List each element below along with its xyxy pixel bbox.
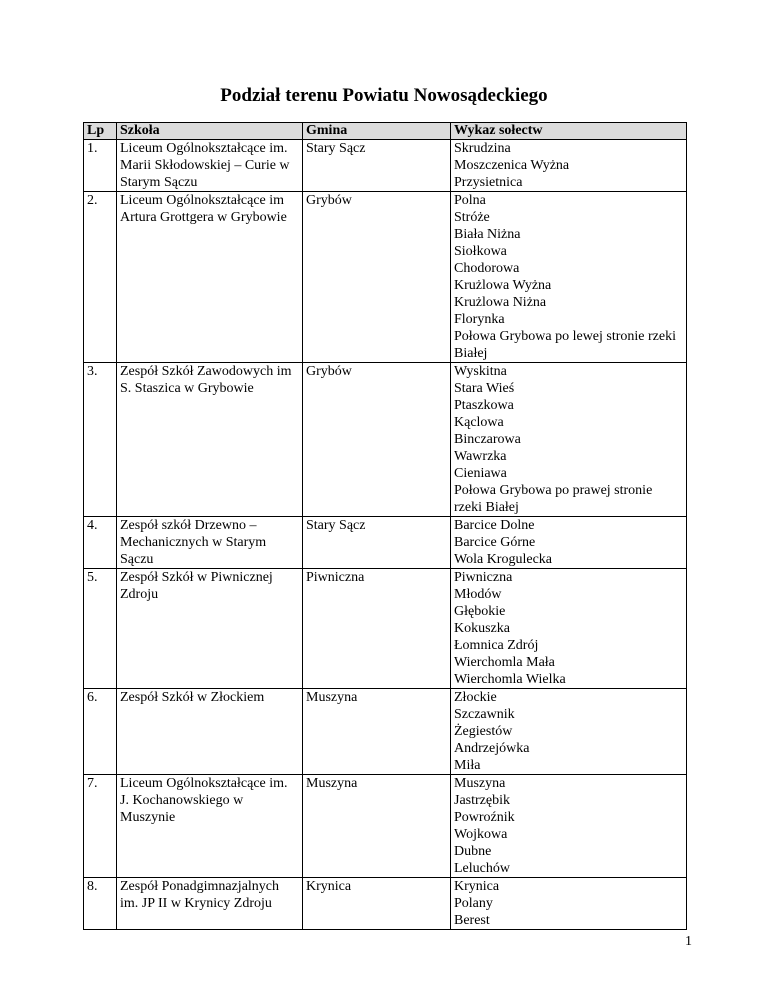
village-item: Przysietnica: [454, 175, 523, 190]
village-item: Barcice Górne: [454, 535, 536, 550]
village-item: Wawrzka: [454, 449, 507, 464]
village-item: Głębokie: [454, 604, 506, 619]
village-list: [451, 140, 687, 192]
header-gmina: Gmina: [303, 123, 451, 140]
village-item: Wojkowa: [454, 827, 508, 842]
row-number: 3.: [84, 363, 117, 517]
row-number: 2.: [84, 192, 117, 363]
gmina-name: Grybów: [303, 363, 451, 517]
village-item: Szczawnik: [454, 707, 515, 722]
row-number: 1.: [84, 140, 117, 192]
page-number: 1: [685, 934, 692, 949]
gmina-name: Muszyna: [303, 689, 451, 775]
village-item: Stróże: [454, 210, 490, 225]
village-list: [451, 878, 687, 930]
header-school: Szkoła: [117, 123, 303, 140]
table-row: [84, 689, 687, 775]
village-item: Dubne: [454, 844, 492, 859]
school-name: Zespół Ponadgimnazjalnych im. JP II w Krynicy Zdroju: [117, 878, 303, 930]
village-item: Leluchów: [454, 861, 510, 876]
gmina-name: Piwniczna: [303, 569, 451, 689]
gmina-name: Grybów: [303, 192, 451, 363]
village-item: Barcice Dolne: [454, 518, 535, 533]
village-item: Powroźnik: [454, 810, 515, 825]
village-item: Złockie: [454, 690, 497, 705]
table-row: [84, 878, 687, 930]
village-item: Jastrzębik: [454, 793, 510, 808]
village-item: Chodorowa: [454, 261, 520, 276]
village-item: Połowa Grybowa po lewej stronie rzeki Białej: [454, 329, 676, 361]
row-number: 5.: [84, 569, 117, 689]
gmina-name: Stary Sącz: [303, 140, 451, 192]
village-item: Piwniczna: [454, 570, 513, 585]
village-item: Kąclowa: [454, 415, 504, 430]
village-list: [451, 775, 687, 878]
village-item: Krużlowa Niżna: [454, 295, 547, 310]
table-body: [84, 140, 687, 930]
table-row: [84, 363, 687, 517]
table-row: [84, 775, 687, 878]
village-item: Stara Wieś: [454, 381, 515, 396]
gmina-name: Muszyna: [303, 775, 451, 878]
school-name: Zespół Szkół w Piwnicznej Zdroju: [117, 569, 303, 689]
village-item: Moszczenica Wyżna: [454, 158, 570, 173]
village-list: [451, 192, 687, 363]
village-item: Wola Krogulecka: [454, 552, 552, 567]
table-row: [84, 569, 687, 689]
row-number: 7.: [84, 775, 117, 878]
page-title: Podział terenu Powiatu Nowosądeckiego: [220, 85, 548, 106]
gmina-name: Krynica: [303, 878, 451, 930]
village-item: Młodów: [454, 587, 502, 602]
header-villages: Wykaz sołectw: [451, 123, 687, 140]
row-number: 6.: [84, 689, 117, 775]
table-row: [84, 517, 687, 569]
school-name: Zespół szkół Drzewno – Mechanicznych w Starym Sączu: [117, 517, 303, 569]
table-row: [84, 192, 687, 363]
village-item: Muszyna: [454, 776, 506, 791]
village-item: Binczarowa: [454, 432, 521, 447]
village-item: Krużlowa Wyżna: [454, 278, 552, 293]
village-item: Wierchomla Mała: [454, 655, 555, 670]
row-number: 8.: [84, 878, 117, 930]
school-name: Zespół Szkół Zawodowych im S. Staszica w Grybowie: [117, 363, 303, 517]
village-item: Cieniawa: [454, 466, 507, 481]
village-item: Skrudzina: [454, 141, 511, 156]
village-item: Wierchomla Wielka: [454, 672, 566, 687]
table-header-row: [84, 123, 687, 140]
village-list: [451, 363, 687, 517]
school-district-table: [83, 122, 687, 930]
village-item: Wyskitna: [454, 364, 507, 379]
gmina-name: Stary Sącz: [303, 517, 451, 569]
village-item: Andrzejówka: [454, 741, 530, 756]
village-item: Florynka: [454, 312, 505, 327]
village-item: Żegiestów: [454, 724, 513, 739]
school-name: Zespół Szkół w Złockiem: [117, 689, 303, 775]
village-item: Berest: [454, 913, 490, 928]
village-item: Ptaszkowa: [454, 398, 514, 413]
village-item: Krynica: [454, 879, 500, 894]
village-item: Połowa Grybowa po prawej stronie rzeki Białej: [454, 483, 653, 515]
school-name: Liceum Ogólnokształcące im Artura Grottgera w Grybowie: [117, 192, 303, 363]
school-name: Liceum Ogólnokształcące im. J. Kochanowskiego w Muszynie: [117, 775, 303, 878]
row-number: 4.: [84, 517, 117, 569]
village-list: [451, 517, 687, 569]
village-item: Polany: [454, 896, 493, 911]
school-name: Liceum Ogólnokształcące im. Marii Skłodowskiej – Curie w Starym Sączu: [117, 140, 303, 192]
village-item: Biała Niżna: [454, 227, 521, 242]
village-item: Kokuszka: [454, 621, 510, 636]
header-lp: Lp: [84, 123, 117, 140]
village-item: Siołkowa: [454, 244, 507, 259]
village-list: [451, 569, 687, 689]
village-list: [451, 689, 687, 775]
village-item: Polna: [454, 193, 486, 208]
table-row: [84, 140, 687, 192]
village-item: Miła: [454, 758, 481, 773]
village-item: Łomnica Zdrój: [454, 638, 539, 653]
